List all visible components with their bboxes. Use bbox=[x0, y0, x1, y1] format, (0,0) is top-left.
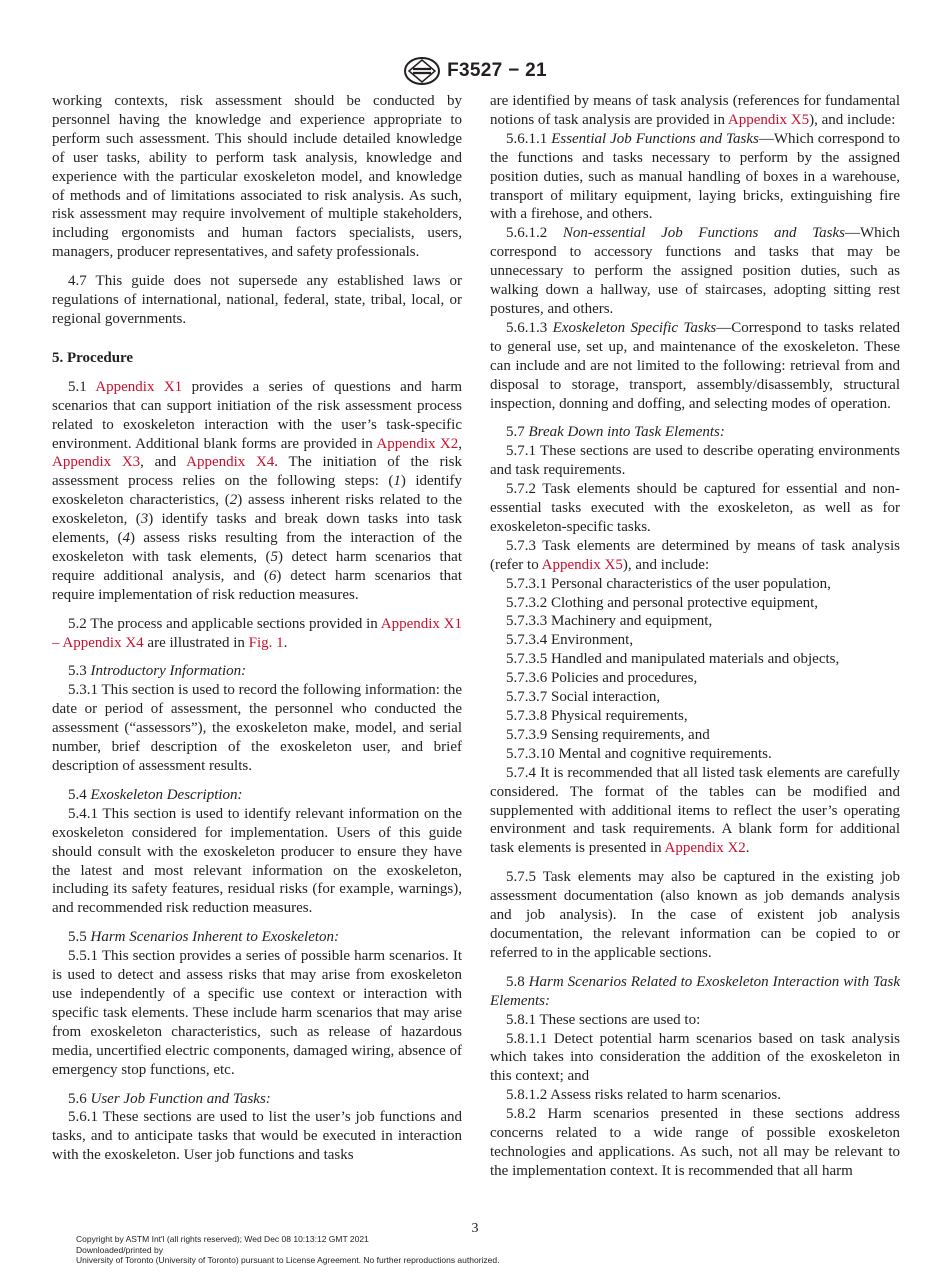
section-5-6-1-3: 5.6.1.3 Exoskeleton Specific Tasks—Correspond to tasks related to general use, set up, and maintenance of the exoskeleton. These can include and are not limited to the following: retrieval from and disposal to storage, transport, assembly/disassembly, structural inspection, donning and doffing, and selecting modes of operation. bbox=[490, 319, 900, 412]
section-5-4: 5.4 Exoskeleton Description: bbox=[68, 786, 243, 803]
appendix-x3-link[interactable]: Appendix X3 bbox=[52, 454, 141, 471]
section-5-heading: 5. Procedure bbox=[52, 349, 134, 366]
appendix-x5-link[interactable]: Appendix X5 bbox=[727, 111, 810, 128]
section-5-8-1-2: 5.8.1.2 Assess risks related to harm scenarios. bbox=[506, 1087, 781, 1104]
section-5-6-1: 5.6.1 These sections are used to list the user’s job functions and tasks, and to anticipate tasks that would be executed in interaction with the exoskeleton. User job functions and tasks bbox=[52, 1109, 462, 1164]
section-5-7-1: 5.7.1 These sections are used to describe operating environments and task requirements. bbox=[490, 443, 900, 479]
list-item: 5.7.3.1 Personal characteristics of the user population, bbox=[506, 575, 831, 592]
list-item: 5.7.3.2 Clothing and personal protective equipment, bbox=[506, 594, 819, 611]
list-item: 5.7.3.10 Mental and cognitive requirements. bbox=[506, 745, 772, 762]
list-item: 5.7.3.8 Physical requirements, bbox=[506, 708, 688, 724]
astm-logo-icon bbox=[403, 56, 441, 86]
list-item: 5.7.3.5 Handled and manipulated materials and objects, bbox=[506, 651, 840, 668]
right-column bbox=[490, 92, 900, 1181]
list-item: 5.7.3.3 Machinery and equipment, bbox=[506, 613, 713, 630]
list-item: 5.7.3.4 Environment, bbox=[506, 632, 634, 649]
section-5-8-1: 5.8.1 These sections are used to: bbox=[506, 1011, 701, 1028]
fig-1-link[interactable]: Fig. 1 bbox=[248, 634, 284, 651]
section-5-8: 5.8 Harm Scenarios Related to Exoskeleton Interaction with Task Elements: bbox=[490, 973, 901, 1009]
section-5-7: 5.7 Break Down into Task Elements: bbox=[506, 424, 725, 441]
section-5-2: 5.2 The process and applicable sections provided in Appendix X1 – Appendix X4 are illustrated in Fig. 1. bbox=[52, 615, 462, 651]
section-5-6-1-2: 5.6.1.2 Non-essential Job Functions and Tasks—Which correspond to accessory functions and tasks that may be unnecessary to perform the assigned position duties, such as walking down a hallway, use of staircases, adopting sitting rest postures, and others. bbox=[490, 225, 900, 317]
section-5-6: 5.6 User Job Function and Tasks: bbox=[68, 1090, 271, 1107]
license-line: University of Toronto (University of Toronto) pursuant to License Agreement. No further reproductions authorized. bbox=[76, 1255, 500, 1265]
section-5-3: 5.3 Introductory Information: bbox=[68, 663, 247, 680]
copyright-line: Copyright by ASTM Int'l (all rights reserved); Wed Dec 08 10:13:12 GMT 2021 bbox=[76, 1234, 369, 1244]
section-5-3-1: 5.3.1 This section is used to record the following information: the date or period of assessment, the personnel who conducted the assessment (“assessors”), the exoskeleton make, model, and serial number, brief description of the exoskeleton user, and brief description of assessment results. bbox=[52, 682, 462, 774]
document-id: F3527 − 21 bbox=[447, 60, 547, 81]
section-5-7-5: 5.7.5 Task elements may also be captured in the existing job assessment documentation (also known as job demands analysis and job analysis). In the case of existent job analysis documentation, the relevant information can be copied to or referred to in the applicable sections. bbox=[490, 869, 900, 961]
appendix-x1-link[interactable]: Appendix X1 bbox=[95, 378, 183, 395]
section-5-8-1-1: 5.8.1.1 Detect potential harm scenarios based on task analysis which takes into consideration the addition of the exoskeleton in this context; and bbox=[490, 1030, 900, 1085]
downloaded-line: Downloaded/printed by bbox=[76, 1244, 163, 1255]
section-4-7: 4.7 This guide does not supersede any established laws or regulations of international, national, federal, state, tribal, local, or regional governments. bbox=[52, 273, 462, 327]
page-number: 3 bbox=[471, 1221, 479, 1236]
list-item: 5.7.3.6 Policies and procedures, bbox=[506, 670, 698, 687]
section-5-1: 5.1 Appendix X1 provides a series of questions and harm scenarios that can support initiation of the risk assessment process related to exoskeleton interaction with the user’s task-specific environment. Additional blank forms are provided in Appendix X2, Appendix X3, and Appendix X4. The initiation of the risk assessment process relies on the following steps: (1) identify exoskeleton characteristics, (2) assess inherent risks related to the exoskeleton, (3) identify tasks and break down tasks into task elements, (4) assess risks resulting from the interaction of the exoskeleton with task elements, (5) detect harm scenarios that require additional analysis, and (6) detect harm scenarios that require implementation of risk reduction measures. bbox=[52, 378, 462, 603]
left-column bbox=[52, 92, 462, 1165]
section-5-7-4: 5.7.4 It is recommended that all listed task elements are carefully considered. The format of the tables can be modified and supplemented with additional items to reflect the user’s operating environment and task requirements. A blank form for additional task elements is presented in Appendix X2. bbox=[490, 764, 900, 857]
paragraph: are identified by means of task analysis (references for fundamental notions of task analysis are provided in Appendix X5), and include: bbox=[490, 93, 900, 128]
copyright-notice bbox=[76, 1234, 500, 1266]
section-5-4-1: 5.4.1 This section is used to identify relevant information on the exoskeleton considered for implementation. Users of this guide should consult with the exoskeleton producer to ensure they have the latest and most relevant information on the exoskeleton, including its safety features, residual risks (for example, warnings), and recommended risk reduction measures. bbox=[52, 805, 462, 917]
section-5-6-1-1: 5.6.1.1 Essential Job Functions and Tasks—Which correspond to the functions and tasks necessary to perform by the assigned position duties, such as manual handling of boxes in a warehouse, transport of military equipment, laying bricks, extinguishing fire with a firehose, and others. bbox=[490, 130, 901, 223]
appendix-x4-link[interactable]: Appendix X4 bbox=[186, 454, 275, 471]
appendix-x2-link[interactable]: Appendix X2 bbox=[664, 840, 746, 857]
section-5-7-3: 5.7.3 Task elements are determined by means of task analysis (refer to Appendix X5), and include: bbox=[490, 537, 900, 573]
section-5-7-2: 5.7.2 Task elements should be captured for essential and non-essential tasks executed with the exoskeleton, as well as for exoskeleton-specific tasks. bbox=[490, 481, 900, 535]
section-5-8-2: 5.8.2 Harm scenarios presented in these sections address concerns related to a wide range of possible exoskeleton technologies and applications. As such, not all may be relevant to the implementation context. It is recommended that all harm bbox=[490, 1106, 900, 1179]
paragraph: working contexts, risk assessment should be conducted by personnel having the knowledge and experience appropriate to perform such assessment. This should include detailed knowledge of user tasks, ability to perform task analysis, knowledge and experience with the particular exoskeleton model, and knowledge of methods and of limitations associated to risk analysis. As such, risk assessment may require involvement of multiple stakeholders, including ergonomists and human factors specialists, users, managers, producer representatives, and safety professionals. bbox=[52, 93, 462, 261]
appendix-x5-link[interactable]: Appendix X5 bbox=[541, 556, 623, 573]
page-header bbox=[0, 56, 950, 86]
list-item: 5.7.3.7 Social interaction, bbox=[506, 689, 661, 706]
section-5-5-1: 5.5.1 This section provides a series of possible harm scenarios. It is used to detect and assess risks that may arise from exoskeleton use independently of a specific use context or interaction with specific task elements. These include harm scenarios that may arise from exoskeleton characteristics, such as release of hazardous media, uncertified electric components, damaged wiring, absence of emergency stop functions, etc. bbox=[52, 948, 462, 1078]
list-item: 5.7.3.9 Sensing requirements, and bbox=[506, 726, 710, 743]
appendix-range-link[interactable]: Appendix X1 – Appendix X4 bbox=[52, 615, 462, 651]
appendix-x2-link[interactable]: Appendix X2 bbox=[376, 435, 459, 452]
section-5-5: 5.5 Harm Scenarios Inherent to Exoskeleton: bbox=[68, 929, 340, 946]
